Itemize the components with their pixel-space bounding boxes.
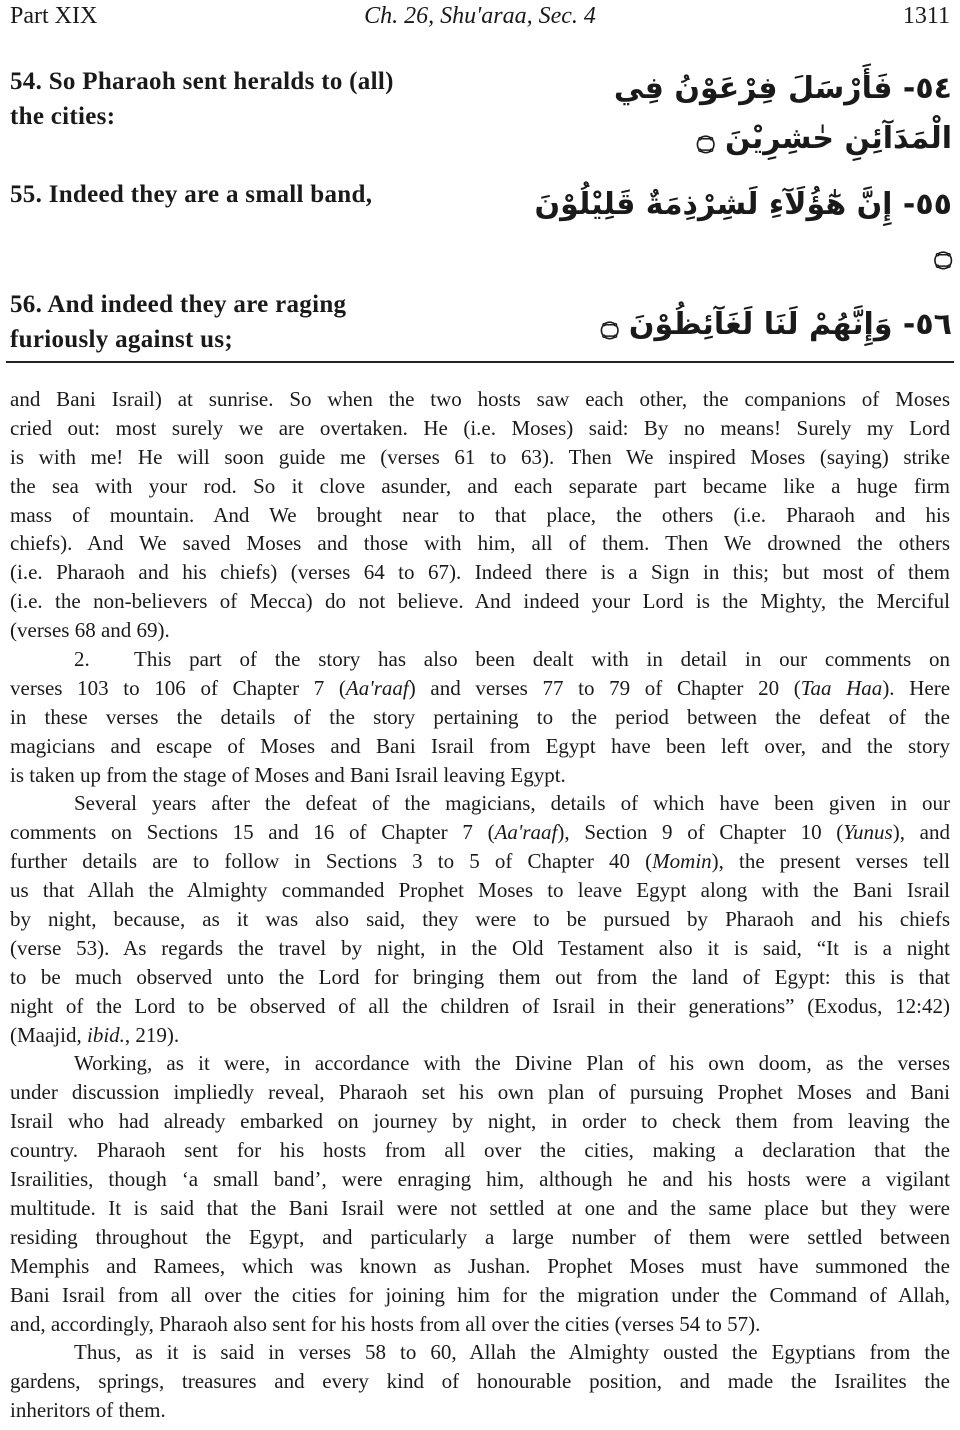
text-segment: us that Allah the Almighty commanded Prophet Moses to leave Egypt along with the Bani Israil (10, 878, 950, 903)
text-line (10, 1252, 950, 1281)
text-segment: (i.e. Pharaoh and his chiefs) (verses 64 to 67). Indeed there is a Sign in this; but most of them (10, 560, 950, 585)
text-line (10, 761, 950, 790)
text-line (10, 963, 950, 992)
text-line (10, 443, 950, 472)
text-line (10, 558, 950, 587)
text-segment: Israilities, though ‘a small band’, were enraging him, although he and his hosts were a vigilant (10, 1167, 950, 1192)
text-segment: is taken up from the stage of Moses and Bani Israil leaving Egypt. (10, 762, 566, 787)
text-line (10, 789, 950, 818)
text-line (10, 905, 950, 934)
text-line (10, 703, 950, 732)
italic-title: Aa'raaf (494, 820, 558, 845)
text-segment: the sea with your rod. So it clove asunder, and each separate part became like a huge firm (10, 473, 950, 498)
text-line (10, 1021, 950, 1050)
text-segment: verses 103 to 106 of Chapter 7 ( (10, 675, 346, 700)
italic-title: Aa'raaf (345, 675, 409, 700)
text-segment: magicians and escape of Moses and Bani Israil from Egypt have been left over, and the story (10, 733, 950, 758)
text-line (10, 529, 950, 558)
verse-55-english: 55. Indeed they are a small band, (10, 181, 373, 208)
text-line (10, 1223, 950, 1252)
text-line (10, 645, 950, 674)
text-line (10, 1049, 950, 1078)
text-segment: Bani Israil from all over the cities for joining him for the migration under the Command of Allah, (10, 1282, 950, 1307)
text-line (10, 847, 950, 876)
text-line (10, 1367, 950, 1396)
italic-title: Momin (652, 849, 712, 874)
text-line (10, 501, 950, 530)
text-line (10, 1310, 950, 1339)
text-line (10, 587, 950, 616)
text-segment: This part of the story has also been dealt with in detail in our comments on (134, 647, 950, 672)
text-line (10, 472, 950, 501)
verse-55-arabic: ٥٥- إِنَّ هٰٓؤُلَآءِ لَشِرْذِمَةٌ قَلِيْلُوْنَ ۝ (534, 187, 952, 272)
italic-title: Yunus (843, 820, 893, 845)
text-line (10, 1107, 950, 1136)
text-segment: Working, as it were, in accordance with the Divine Plan of his own doom, as the verses (74, 1051, 950, 1076)
text-line (10, 732, 950, 761)
italic-title: Taa Haa (800, 675, 883, 700)
text-segment: ), Section 9 of Chapter 10 ( (557, 820, 844, 845)
text-segment: cried out: most surely we are overtaken. He (i.e. Moses) said: By no means! Surely my Lord (10, 415, 950, 440)
text-segment: under discussion impliedly reveal, Pharaoh set his own plan of pursuing Prophet Moses and Bani (10, 1080, 950, 1105)
text-line (10, 1396, 950, 1425)
text-segment: chiefs). And We saved Moses and those with him, all of them. Then We drowned the others (10, 531, 950, 556)
text-segment: ) and verses 77 to 79 of Chapter 20 ( (408, 675, 801, 700)
text-line (10, 1338, 950, 1367)
text-line (10, 818, 950, 847)
text-segment: residing throughout the Egypt, and particularly a large number of them were settled between (10, 1224, 950, 1249)
verse-56-arabic: ٥٦- وَإِنَّهُمْ لَنَا لَغَآئِظُوْنَ ۝ (600, 307, 952, 342)
text-segment: comments on Sections 15 and 16 of Chapter 7 ( (10, 820, 495, 845)
page-number: 1311 (902, 3, 950, 29)
text-segment: (verse 53). As regards the travel by night, in the Old Testament also it is said, “It is a night (10, 935, 950, 960)
text-line (10, 1165, 950, 1194)
text-segment: (i.e. the non-believers of Mecca) do not believe. And indeed your Lord is the Mighty, the Merciful (10, 589, 950, 614)
text-line (10, 1281, 950, 1310)
text-line (10, 992, 950, 1021)
text-segment: (verses 68 and 69). (10, 618, 170, 643)
text-segment: in these verses the details of the story pertaining to the period between the defeat of the (10, 704, 950, 729)
text-segment: multitude. It is said that the Bani Israil were not settled at one and the same place but they were (10, 1195, 950, 1220)
text-line (10, 385, 950, 414)
text-segment: gardens, springs, treasures and every kind of honourable position, and made the Israilites the (10, 1369, 950, 1394)
verse-56-english: 56. And indeed they are raging furiously against us; (10, 291, 347, 353)
text-segment: Israil who had already embarked on journey by night, in order to check them from leaving the (10, 1109, 950, 1134)
text-segment: , 219). (124, 1022, 180, 1047)
text-segment: ), the present verses tell (711, 849, 950, 874)
text-segment: Several years after the defeat of the magicians, details of which have been given in our (74, 791, 950, 816)
text-segment: by night, because, as it was also said, they were to be pursued by Pharaoh and his chiefs (10, 907, 950, 932)
note-number: 2. (74, 647, 90, 672)
text-segment: country. Pharaoh sent for his hosts from all over the cities, making a declaration that the (10, 1138, 950, 1163)
text-line (10, 674, 950, 703)
text-line (10, 934, 950, 963)
text-line (10, 1136, 950, 1165)
running-title: Ch. 26, Shu'araa, Sec. 4 (364, 3, 596, 29)
text-segment: Memphis and Ramees, which was known as Jushan. Prophet Moses must have summoned the (10, 1253, 950, 1278)
text-segment: further details are to follow in Sections 3 to 5 of Chapter 40 ( (10, 849, 653, 874)
part-label: Part XIX (10, 3, 98, 29)
verse-54-arabic: ٥٤- فَأَرْسَلَ فِرْعَوْنُ فِي الْمَدَآئِنِ حٰشِرِيْنَ ۝ (613, 71, 952, 156)
text-segment: ). Here (882, 675, 951, 700)
text-segment: (Maajid, (10, 1022, 87, 1047)
commentary-body (10, 385, 950, 1425)
text-segment: ), and (892, 820, 950, 845)
verse-54-english: 54. So Pharaoh sent heralds to (all) the cities: (10, 68, 394, 130)
text-segment: inheritors of them. (10, 1398, 166, 1423)
text-segment: night of the Lord to be observed of all the children of Israil in their generations” (Exodus, 12:42) (10, 993, 950, 1018)
text-segment: mass of mountain. And We brought near to that place, the others (i.e. Pharaoh and his (10, 502, 950, 527)
divider-rule (6, 361, 954, 363)
text-line (10, 1194, 950, 1223)
text-line (10, 616, 950, 645)
italic-title: ibid. (86, 1022, 125, 1047)
text-line (10, 414, 950, 443)
text-line (10, 876, 950, 905)
text-segment: is with me! He will soon guide me (verses 61 to 63). Then We inspired Moses (saying) strike (10, 444, 950, 469)
text-line (10, 1078, 950, 1107)
text-segment: to be much observed unto the Lord for bringing them out from the land of Egypt: this is that (10, 964, 950, 989)
text-segment: and, accordingly, Pharaoh also sent for his hosts from all over the cities (verses 54 to 57). (10, 1311, 761, 1336)
text-segment: and Bani Israil) at sunrise. So when the two hosts saw each other, the companions of Moses (10, 387, 950, 411)
text-segment: Thus, as it is said in verses 58 to 60, Allah the Almighty ousted the Egyptians from the (74, 1340, 950, 1365)
